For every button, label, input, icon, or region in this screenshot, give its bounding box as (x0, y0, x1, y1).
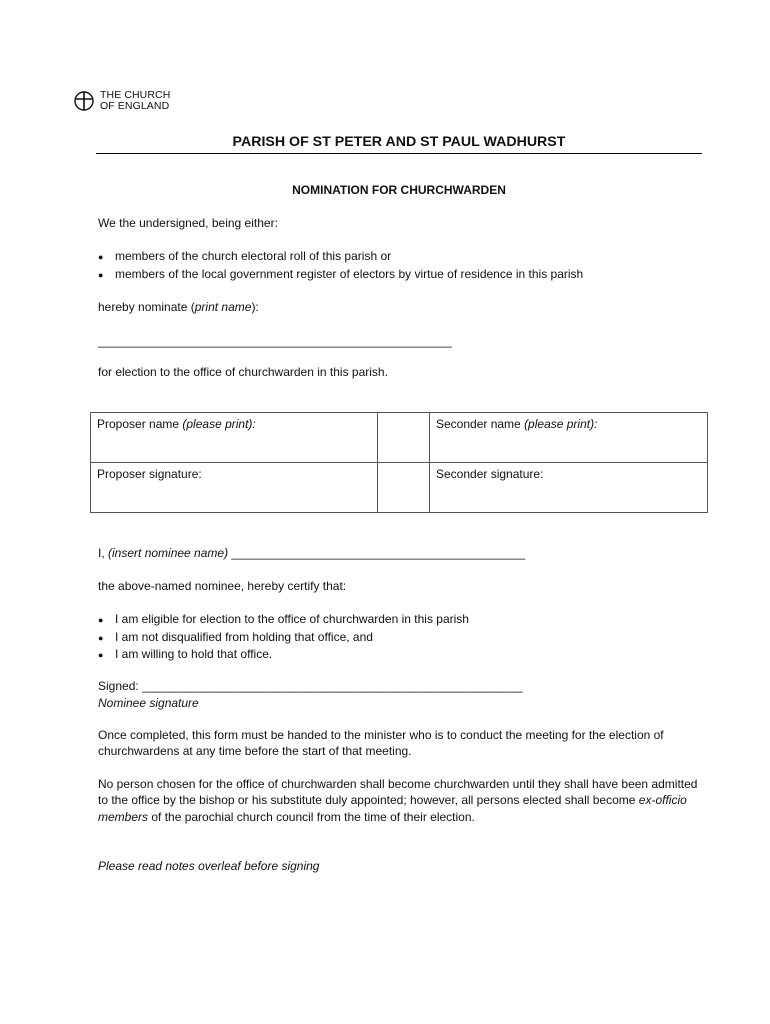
list-item-text: I am not disqualified from holding that office, and (115, 629, 373, 644)
form-title: NOMINATION FOR CHURCHWARDEN (292, 183, 506, 197)
nominee-signature-label: Nominee signature (98, 696, 199, 710)
certification-list (98, 611, 469, 664)
table-row (91, 463, 708, 513)
proposer-signature-label: Proposer signature: (97, 467, 202, 481)
proposer-signature-cell[interactable] (91, 463, 378, 513)
seconder-name-cell[interactable] (430, 413, 708, 463)
signed-label: Signed: (98, 679, 143, 693)
list-item (98, 646, 469, 664)
logo-wordmark (100, 90, 170, 112)
parish-title: PARISH OF ST PETER AND ST PAUL WADHURST (232, 134, 566, 150)
read-notes-italic: Please read notes overleaf before signing (98, 859, 320, 873)
proposer-name-cell[interactable] (91, 413, 378, 463)
proposer-name-hint: (please print): (182, 417, 256, 431)
list-item (98, 248, 583, 266)
nominee-prefix: I, (98, 546, 109, 560)
list-item-text: members of the church electoral roll of this parish or (115, 249, 392, 263)
spacer-cell (378, 463, 430, 513)
list-item-text: members of the local government register of electors by virtue of residence in this parish (115, 266, 584, 281)
bullet-icon: ● (98, 269, 104, 280)
list-item-text: I am eligible for election to the office of churchwarden in this parish (115, 612, 469, 626)
seconder-signature-label: Seconder signature: (436, 467, 544, 481)
bullet-icon: ● (98, 615, 104, 625)
nominee-name-line[interactable]: _____________________________________________________ (98, 334, 452, 348)
admission-text-start: No person chosen for the office of churchwarden shall become churchwarden until they shall have been admitted to the office by the bishop or his substitute duly appointed; however, all persons elected shall become (98, 777, 698, 808)
church-of-england-logo (73, 90, 170, 112)
list-item-text: I am willing to hold that office. (115, 647, 273, 661)
list-item (98, 611, 469, 629)
completion-note: Once completed, this form must be handed to the minister who is to conduct the meeting for the election of churchwardens at any time before the start of that meeting. (98, 728, 664, 759)
church-cross-icon (73, 90, 95, 112)
election-text: for election to the office of churchwarden in this parish. (98, 365, 388, 379)
list-item (98, 266, 583, 284)
admission-note (98, 776, 708, 825)
signature-field[interactable]: _________________________________________________________ (142, 679, 523, 693)
logo-line-2: OF ENGLAND (100, 100, 170, 112)
admission-text-end: of the parochial church council from the time of their election. (148, 809, 475, 824)
seconder-name-label: Seconder name (436, 417, 525, 431)
title-divider (96, 153, 702, 154)
signed-line (98, 678, 522, 695)
insert-nominee-hint: (insert nominee name) (108, 546, 229, 560)
nominee-signature-caption (98, 695, 199, 712)
hereby-nominate-text (98, 299, 259, 316)
read-notes-text (98, 858, 319, 875)
spacer-cell (378, 413, 430, 463)
undersigned-text: We the undersigned, being either: (98, 216, 278, 230)
bullet-icon: ● (98, 632, 104, 643)
seconder-name-hint: (please print): (524, 417, 598, 431)
nominee-name-field[interactable]: ____________________________________________ (228, 546, 526, 560)
nominee-insert-line (98, 545, 525, 562)
list-item (98, 629, 469, 647)
certify-text: the above-named nominee, hereby certify that: (98, 579, 347, 593)
ex-officio-text: ex-officio members (98, 793, 687, 824)
seconder-signature-cell[interactable] (430, 463, 708, 513)
bullet-icon: ● (98, 650, 104, 660)
nominate-suffix: ): (251, 300, 259, 314)
bullet-icon: ● (98, 252, 104, 262)
table-row (91, 413, 708, 463)
eligibility-list (98, 248, 583, 283)
logo-line-1: THE CHURCH (100, 89, 171, 101)
signature-table (90, 412, 708, 513)
proposer-name-label: Proposer name (97, 417, 183, 431)
nominate-print-name-hint: print name (194, 300, 252, 314)
nominate-prefix: hereby nominate ( (98, 300, 195, 314)
